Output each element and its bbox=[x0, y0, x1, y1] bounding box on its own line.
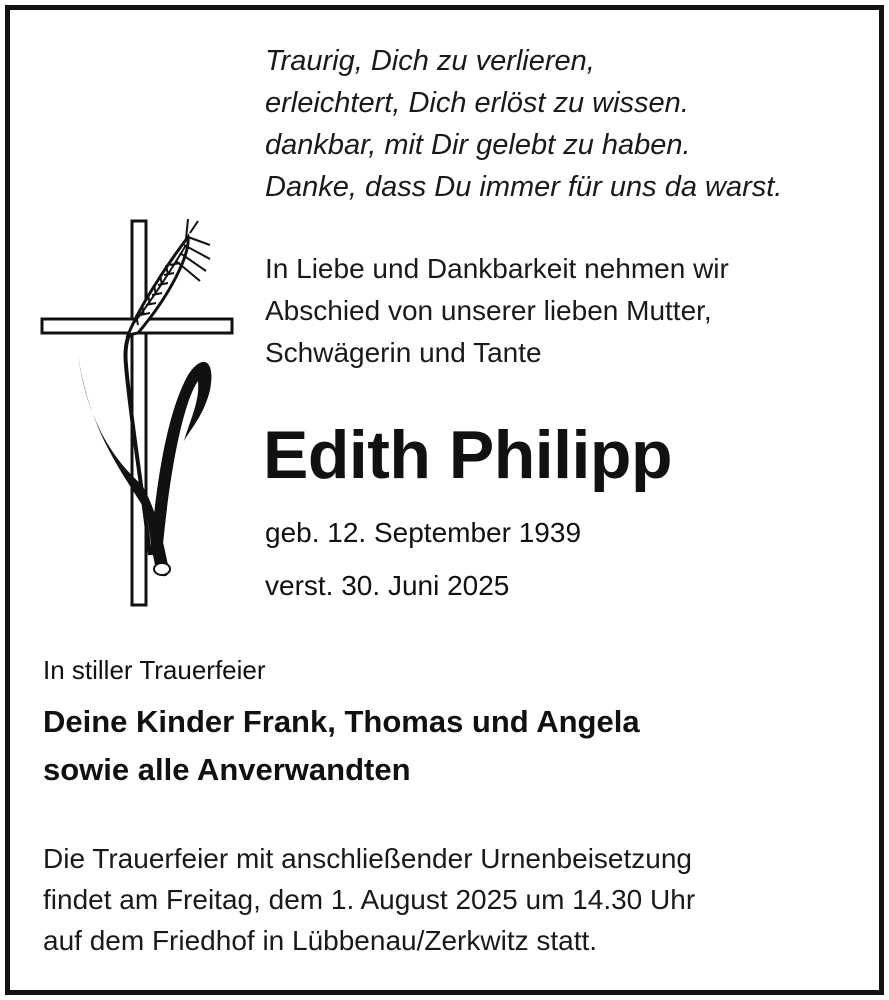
mourners-line: sowie alle Anverwandten bbox=[43, 752, 411, 787]
poem-line: Traurig, Dich zu verlieren, bbox=[265, 45, 595, 77]
cross-with-wheat-icon bbox=[38, 215, 238, 615]
mourners bbox=[43, 698, 640, 794]
intro-line: Schwägerin und Tante bbox=[265, 337, 542, 368]
service-line: auf dem Friedhof in Lübbenau/Zerkwitz statt. bbox=[43, 925, 598, 956]
mourners-line: Deine Kinder Frank, Thomas und Angela bbox=[43, 704, 640, 739]
death-date: verst. 30. Juni 2025 bbox=[265, 570, 510, 601]
intro-line: In Liebe und Dankbarkeit nehmen wir bbox=[265, 253, 729, 284]
service-info bbox=[43, 838, 695, 961]
mourning-lead: In stiller Trauerfeier bbox=[43, 655, 266, 685]
poem-line: Danke, dass Du immer für uns da warst. bbox=[265, 171, 783, 203]
service-line: findet am Freitag, dem 1. August 2025 um 14.30 Uhr bbox=[43, 884, 696, 915]
intro-text bbox=[265, 248, 865, 374]
poem bbox=[265, 40, 865, 208]
deceased-name: Edith Philipp bbox=[263, 417, 673, 493]
service-line: Die Trauerfeier mit anschließender Urnenbeisetzung bbox=[43, 843, 692, 874]
poem-line: dankbar, mit Dir gelebt zu haben. bbox=[265, 129, 691, 161]
birth-date: geb. 12. September 1939 bbox=[265, 517, 582, 548]
intro-line: Abschied von unserer lieben Mutter, bbox=[265, 295, 712, 326]
poem-line: erleichtert, Dich erlöst zu wissen. bbox=[265, 87, 689, 119]
